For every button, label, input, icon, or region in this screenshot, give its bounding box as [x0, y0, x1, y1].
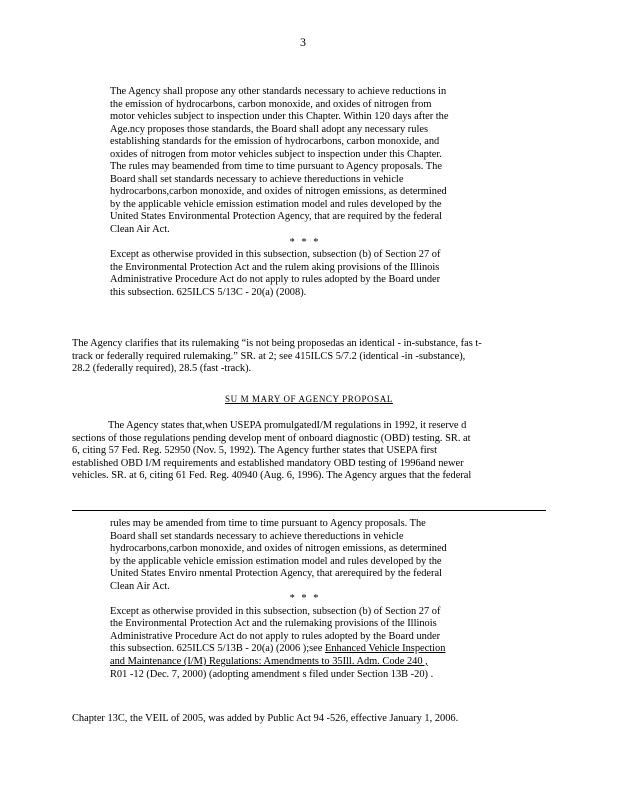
footnote-block-quote — [110, 518, 500, 681]
quote-line: the Environmental Protection Act and the rulem aking provisions of the Illinois — [110, 261, 440, 273]
citation-link-title-cont: and Maintenance (I/M) Regulations: Amendments to 35Ill. Adm. Code 240 , — [110, 656, 428, 668]
quote-line: United States Environmental Protection Agency, that are required by the federal — [110, 211, 443, 223]
body-line: sections of those regulations pending develop ment of onboard diagnostic (OBD) testing. SR. at — [72, 432, 471, 444]
quote-line: Except as otherwise provided in this subsection, subsection (b) of Section 27 of — [110, 605, 441, 617]
ellipsis-stars: * * * — [289, 236, 321, 248]
citation-line: R01 -12 (Dec. 7, 2000) (adopting amendment s filed under Section 13B -20) . — [110, 668, 434, 680]
section-heading — [72, 393, 546, 406]
quote-line: United States Enviro nmental Protection Agency, that arerequired by the federal — [110, 568, 443, 580]
block-quote-statute — [110, 86, 500, 299]
paragraph-summary — [72, 420, 546, 483]
citation-link-title: Enhanced Vehicle Inspection — [325, 643, 446, 655]
citation-text: this subsection. 625ILCS 5/13B - 20(a) (2006 );see — [110, 643, 326, 655]
quote-line: hydrocarbons,carbon monoxide, and oxides of nitrogen emissions, as determined — [110, 543, 447, 555]
quote-line: The Agency shall propose any other standards necessary to achieve reductions in — [110, 86, 447, 97]
quote-line: The rules may beamended from time to time pursuant to Agency proposals. The — [110, 161, 442, 173]
quote-line: Except as otherwise provided in this subsection, subsection (b) of Section 27 of — [110, 249, 441, 261]
quote-line: Board shall set standards necessary to achieve thereductions in vehicle — [110, 530, 404, 542]
quote-line: the Environmental Protection Act and the rulemaking provisions of the Illinois — [110, 618, 437, 630]
body-line: track or federally required rulemaking.” SR. at 2; see 415ILCS 5/7.2 (identical -in -substance), — [72, 350, 466, 362]
quote-line: by the applicable vehicle emission estimation model and rules developed by the — [110, 198, 442, 210]
quote-line: rules may be amended from time to time pursuant to Agency proposals. The — [110, 518, 426, 529]
body-line: 6, citing 57 Fed. Reg. 52950 (Nov. 5, 1992). The Agency further states that USEPA first — [72, 445, 437, 457]
page-number: 3 — [300, 35, 306, 49]
footnote-chapter-note — [72, 713, 546, 726]
quote-line: Clean Air Act. — [110, 580, 170, 592]
quote-line: Age.ncy proposes those standards, the Board shall adopt any necessary rules — [110, 123, 428, 135]
body-line: Chapter 13C, the VEIL of 2005, was added by Public Act 94 -526, effective January 1, 2006. — [72, 713, 459, 724]
quote-line: Administrative Procedure Act do not apply to rules adopted by the Board under — [110, 274, 441, 286]
quote-line: Administrative Procedure Act do not apply to rules adopted by the Board under — [110, 630, 441, 642]
body-line: 28.2 (federally required), 28.5 (fast -track). — [72, 363, 252, 375]
quote-line: oxides of nitrogen from motor vehicles subject to inspection under this Chapter. — [110, 148, 442, 160]
paragraph-clarification — [72, 338, 546, 376]
quote-line: hydrocarbons,carbon monoxide, and oxides of nitrogen emissions, as determined — [110, 186, 447, 198]
quote-line: the emission of hydrocarbons, carbon monoxide, and oxides of nitrogen from — [110, 98, 432, 110]
quote-line: motor vehicles subject to inspection under this Chapter. Within 120 days after the — [110, 111, 449, 123]
quote-line: Clean Air Act. — [110, 224, 170, 236]
quote-line: this subsection. 625ILCS 5/13C - 20(a) (2008). — [110, 286, 307, 298]
body-line: The Agency clarifies that its rulemaking “is not being proposedas an identical - in-substance, fas t- — [72, 338, 482, 349]
quote-line: by the applicable vehicle emission estimation model and rules developed by the — [110, 555, 442, 567]
body-line: The Agency states that,when USEPA promulgatedI/M regulations in 1992, it reserve d — [108, 420, 467, 431]
ellipsis-stars: * * * — [289, 593, 321, 605]
body-line: vehicles. SR. at 6, citing 61 Fed. Reg. 40940 (Aug. 6, 1996). The Agency argues that the federal — [72, 470, 472, 482]
footnote-separator — [72, 510, 546, 511]
section-heading-text: SU M MARY OF AGENCY PROPOSAL — [225, 394, 393, 404]
quote-line: Board shall set standards necessary to achieve thereductions in vehicle — [110, 173, 404, 185]
body-line: established OBD I/M requirements and established mandatory OBD testing of 1996and newer — [72, 457, 464, 469]
quote-line: establishing standards for the emission of hydrocarbons, carbon monoxide, and — [110, 136, 440, 148]
citation-line — [110, 643, 500, 656]
